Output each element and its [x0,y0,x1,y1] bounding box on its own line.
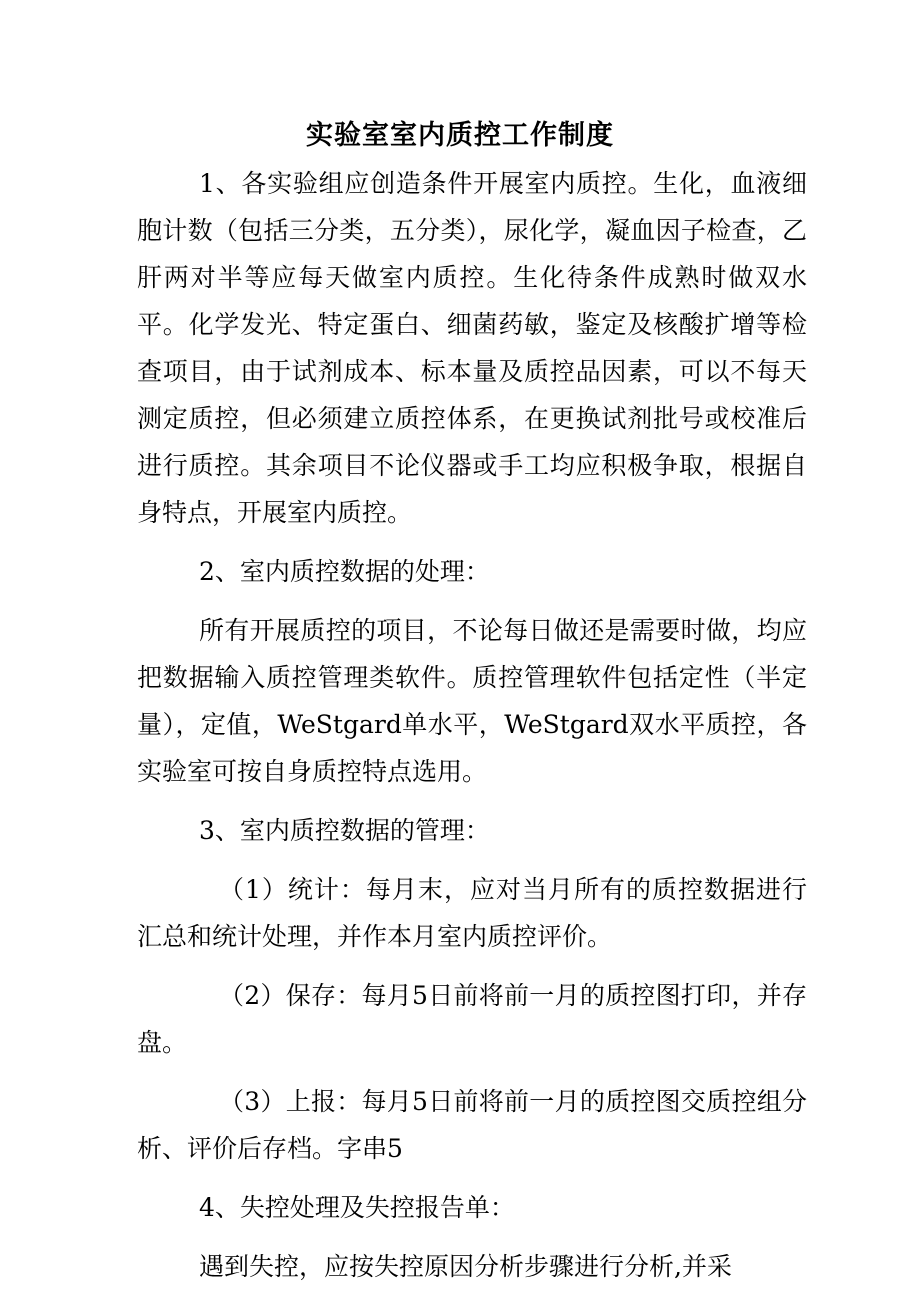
paragraph-gap [137,1172,807,1184]
paragraph-1: 1、各实验组应创造条件开展室内质控。生化，血液细胞计数（包括三分类，五分类），尿化学，凝血因子检查，乙肝两对半等应每天做室内质控。生化待条件成熟时做双水平。化学发光、特定蛋白、细菌药敏，鉴定及核酸扩增等检查项目，由于试剂成本、标本量及质控品因素，可以不每天测定质控，但必须建立质控体系，在更换试剂批号或校准后进行质控。其余项目不论仪器或手工均应积极争取，根据自身特点，开展室内质控。 [137,169,807,527]
document-body [137,160,807,1290]
paragraph-2-heading: 2、室内质控数据的处理： [199,557,490,586]
paragraph-gap [137,1066,807,1078]
paragraph-9: 遇到失控，应按失控原因分析步骤进行分析,并采 [199,1252,732,1281]
paragraph-4-heading: 3、室内质控数据的管理： [199,816,490,845]
paragraph-gap [137,595,807,607]
paragraph-gap [137,854,807,866]
paragraph-8-heading: 4、失控处理及失控报告单： [199,1193,515,1222]
paragraph-6-storage: （2）保存：每月5日前将前一月的质控图打印，并存盘。 [137,981,807,1057]
document-title: 实验室室内质控工作制度 [306,120,614,151]
paragraph-gap [137,795,807,807]
paragraph-7-report: （3）上报：每月5日前将前一月的质控图交质控组分析、评价后存档。字串5 [137,1087,807,1163]
paragraph-5-statistics: （1）统计：每月末，应对当月所有的质控数据进行汇总和统计处理，并作本月室内质控评价。 [137,875,807,951]
paragraph-gap [137,536,807,548]
paragraph-gap [137,1231,807,1243]
paragraph-gap [137,960,807,972]
paragraph-3: 所有开展质控的项目，不论每日做还是需要时做，均应把数据输入质控管理类软件。质控管理软件包括定性（半定量），定值，WeStgard单水平，WeStgard双水平质控，各实验室可按自身质控特点选用。 [137,616,807,786]
